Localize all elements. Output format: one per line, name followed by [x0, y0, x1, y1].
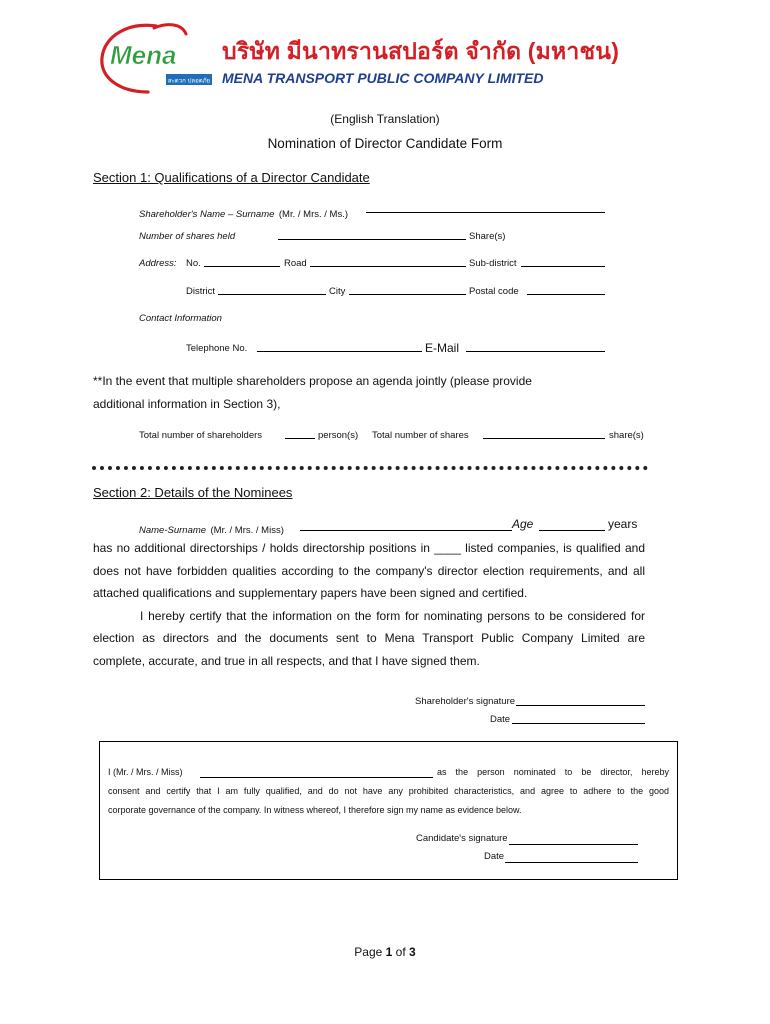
persons-unit: person(s) [318, 430, 359, 441]
candidate-signature-label: Candidate's signature [416, 833, 508, 844]
district-label: District [186, 286, 216, 297]
shareholder-signature-label: Shareholder's signature [415, 696, 516, 707]
statement-line: does not have forbidden qualities according to the company's director election requirements, and all [93, 563, 645, 578]
years-label: years [608, 517, 638, 531]
candidate-line-2: consent and certify that I am fully qualified, and do not have any prohibited characteristics, and agree to adhere to the good [108, 786, 669, 796]
total-shares-field[interactable] [483, 438, 605, 439]
email-label: E-Mail [425, 341, 460, 355]
statement-line: has no additional directorships / holds directorship positions in ____ listed companies, is qualified and [93, 541, 645, 555]
nominee-name-row [139, 520, 284, 538]
shareholder-date-label: Date [490, 714, 511, 725]
city-label: City [329, 286, 346, 297]
shareholder-name-row [139, 204, 348, 222]
company-logo [98, 20, 216, 96]
shares-unit: Share(s) [469, 231, 506, 242]
telephone-label: Telephone No. [186, 343, 248, 354]
postal-code-field[interactable] [527, 294, 605, 295]
total-shareholders-field[interactable] [285, 438, 315, 439]
address-no-label: No. [186, 258, 201, 269]
joint-note-line-2: additional information in Section 3), [93, 397, 281, 411]
candidate-date-field[interactable] [505, 862, 638, 863]
shareholder-name-field[interactable] [366, 212, 605, 213]
nominee-name-titles: (Mr. / Mrs. / Miss) [210, 525, 284, 536]
page-prefix: Page [354, 945, 383, 959]
nominee-statement [93, 537, 645, 673]
email-field[interactable] [466, 351, 605, 352]
shares-held-field[interactable] [278, 239, 466, 240]
shareholder-date-field[interactable] [512, 723, 645, 724]
city-field[interactable] [349, 294, 466, 295]
road-label: Road [284, 258, 307, 269]
form-title: Nomination of Director Candidate Form [267, 136, 503, 151]
candidate-consent-box [99, 741, 678, 880]
subdistrict-label: Sub-district [469, 258, 517, 269]
joint-note-line-1: **In the event that multiple shareholders propose an agenda jointly (please provide [93, 374, 532, 388]
nominee-name-field[interactable] [300, 530, 512, 531]
shareholder-name-titles: (Mr. / Mrs. / Ms.) [278, 209, 349, 220]
company-name-english: MENA TRANSPORT PUBLIC COMPANY LIMITED [222, 70, 544, 86]
shareholder-signature-field[interactable] [516, 705, 645, 706]
address-label: Address: [139, 258, 177, 269]
address-no-field[interactable] [204, 266, 280, 267]
statement-line: election as directors and the documents sent to Mena Transport Public Company Limited are [93, 631, 645, 646]
total-shares-unit: share(s) [609, 430, 644, 441]
telephone-field[interactable] [257, 351, 422, 352]
company-name-thai: บริษัท มีนาทรานสปอร์ต จำกัด (มหาชน) [222, 38, 620, 64]
candidate-line-1: as the person nominated to be director, hereby [437, 767, 669, 777]
road-field[interactable] [310, 266, 466, 267]
postal-code-label: Postal code [469, 286, 519, 297]
section-2-heading: Section 2: Details of the Nominees [93, 485, 293, 500]
total-shares-label: Total number of shares [372, 430, 469, 441]
total-shareholders-label: Total number of shareholders [139, 430, 263, 441]
candidate-signature-field[interactable] [509, 844, 638, 845]
contact-info-label: Contact Information [139, 313, 222, 324]
candidate-line-3: corporate governance of the company. In witness whereof, I therefore sign my name as evidence below. [108, 805, 522, 815]
statement-line: I hereby certify that the information on the form for nominating persons to be considered for [140, 608, 645, 623]
subdistrict-field[interactable] [521, 266, 605, 267]
shares-held-label: Number of shares held [139, 231, 236, 242]
age-label: Age [512, 517, 534, 531]
candidate-date-label: Date [484, 851, 505, 862]
translation-note: (English Translation) [330, 112, 440, 126]
age-field[interactable] [539, 530, 605, 531]
logo-tagline: สะดวก ปลอดภัย [167, 77, 211, 85]
page-current: 1 [385, 945, 393, 959]
nominee-name-label: Name-Surname [139, 525, 207, 536]
statement-line: attached qualifications and supplementary papers have been signed and certified. [93, 586, 528, 601]
candidate-i-label: I (Mr. / Mrs. / Miss) [108, 767, 183, 777]
shareholder-name-label: Shareholder's Name – Surname [139, 209, 275, 220]
page-total: 3 [409, 945, 416, 959]
logo-mark [98, 20, 216, 96]
page-indicator [0, 945, 770, 959]
district-field[interactable] [218, 294, 326, 295]
statement-line: complete, accurate, and true in all respects, and that I have signed them. [93, 653, 480, 668]
candidate-name-field[interactable] [200, 777, 433, 778]
logo-wordmark: Mena [110, 40, 177, 70]
section-divider [92, 466, 648, 470]
page-of: of [395, 945, 406, 959]
section-1-heading: Section 1: Qualifications of a Director Candidate [93, 170, 370, 185]
